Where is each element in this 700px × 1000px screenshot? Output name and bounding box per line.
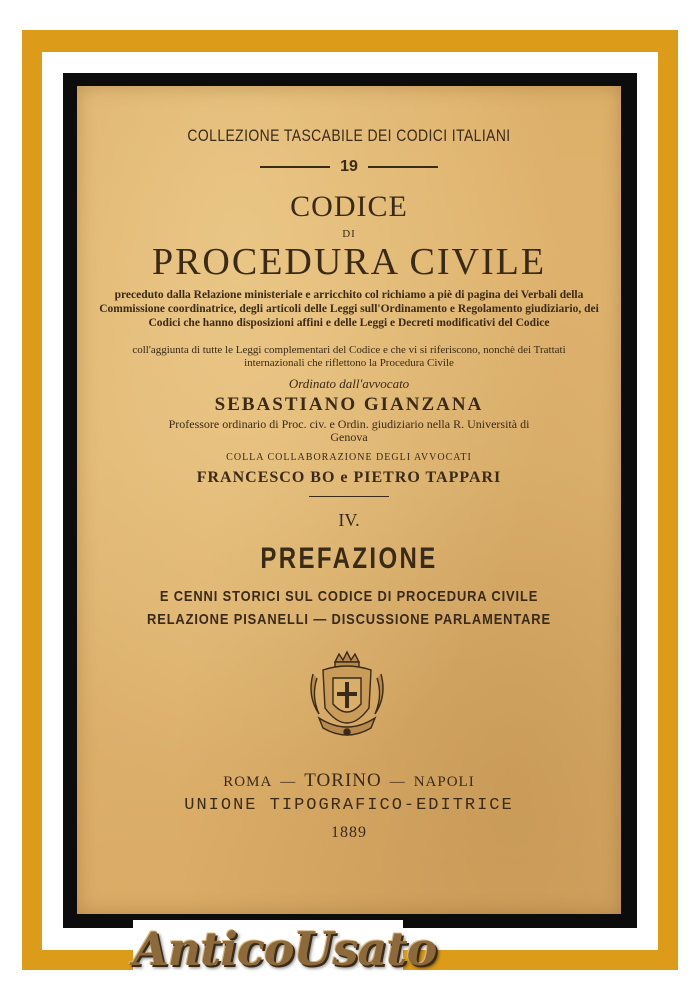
watermark-logo-text: AnticoUsato [133,922,437,976]
book-cover [77,86,621,914]
city-torino: TORINO [304,770,382,791]
divider-rule [309,496,389,497]
city-separator: — [389,774,406,790]
publisher: UNIONE TIPOGRAFICO-EDITRICE [184,796,514,815]
collaboration-label: COLLA COLLABORAZIONE DEGLI AVVOCATI [226,452,472,463]
collaborators: FRANCESCO BO e PIETRO TAPPARI [196,469,502,486]
description-1: preceduto dalla Relazione ministeriale e arricchito col richiamo a piè di pagina dei Verbali della Commissione coordinatrice, degli articoli delle Leggi sull'Ordinamento e Regolamento giudiziario, dei Codici che hanno disposizioni affini e delle Leggi e Decreti modificativi del Codice [99,289,599,329]
series-title: COLLEZIONE TASCABILE DEI CODICI ITALIANI [187,126,511,145]
cities-row [77,770,621,792]
author-title: Professore ordinario di Proc. civ. e Ordin. giudiziario nella R. Università di Genova [168,417,530,444]
subtitle-1: E CENNI STORICI SUL CODICE DI PROCEDURA CIVILE [159,588,539,605]
city-roma: ROMA [223,774,273,790]
subtitle-2: RELAZIONE PISANELLI — DISCUSSIONE PARLAMENTARE [147,611,551,628]
publication-year: 1889 [331,824,367,841]
savoy-coat-of-arms-icon [305,648,389,744]
city-separator: — [280,774,297,790]
watermark-logo [133,920,437,992]
city-napoli: NAPOLI [413,774,475,790]
series-number-row [77,158,621,176]
ordinato-label: Ordinato dall'avvocato [288,376,410,391]
title-top: CODICE [290,190,408,223]
author-name: SEBASTIANO GIANZANA [214,394,484,415]
series-number: 19 [340,158,358,175]
title-main: PROCEDURA CIVILE [151,241,547,283]
section-title: PREFAZIONE [260,542,438,575]
title-di: DI [342,228,356,240]
volume-number: IV. [338,510,360,530]
description-2: coll'aggiunta di tutte le Leggi complementari del Codice e che vi si riferiscono, nonchè dei Trattati internazionali che riflettono la Procedura Civile [132,344,566,369]
rule-right [368,166,438,168]
rule-left [260,166,330,168]
